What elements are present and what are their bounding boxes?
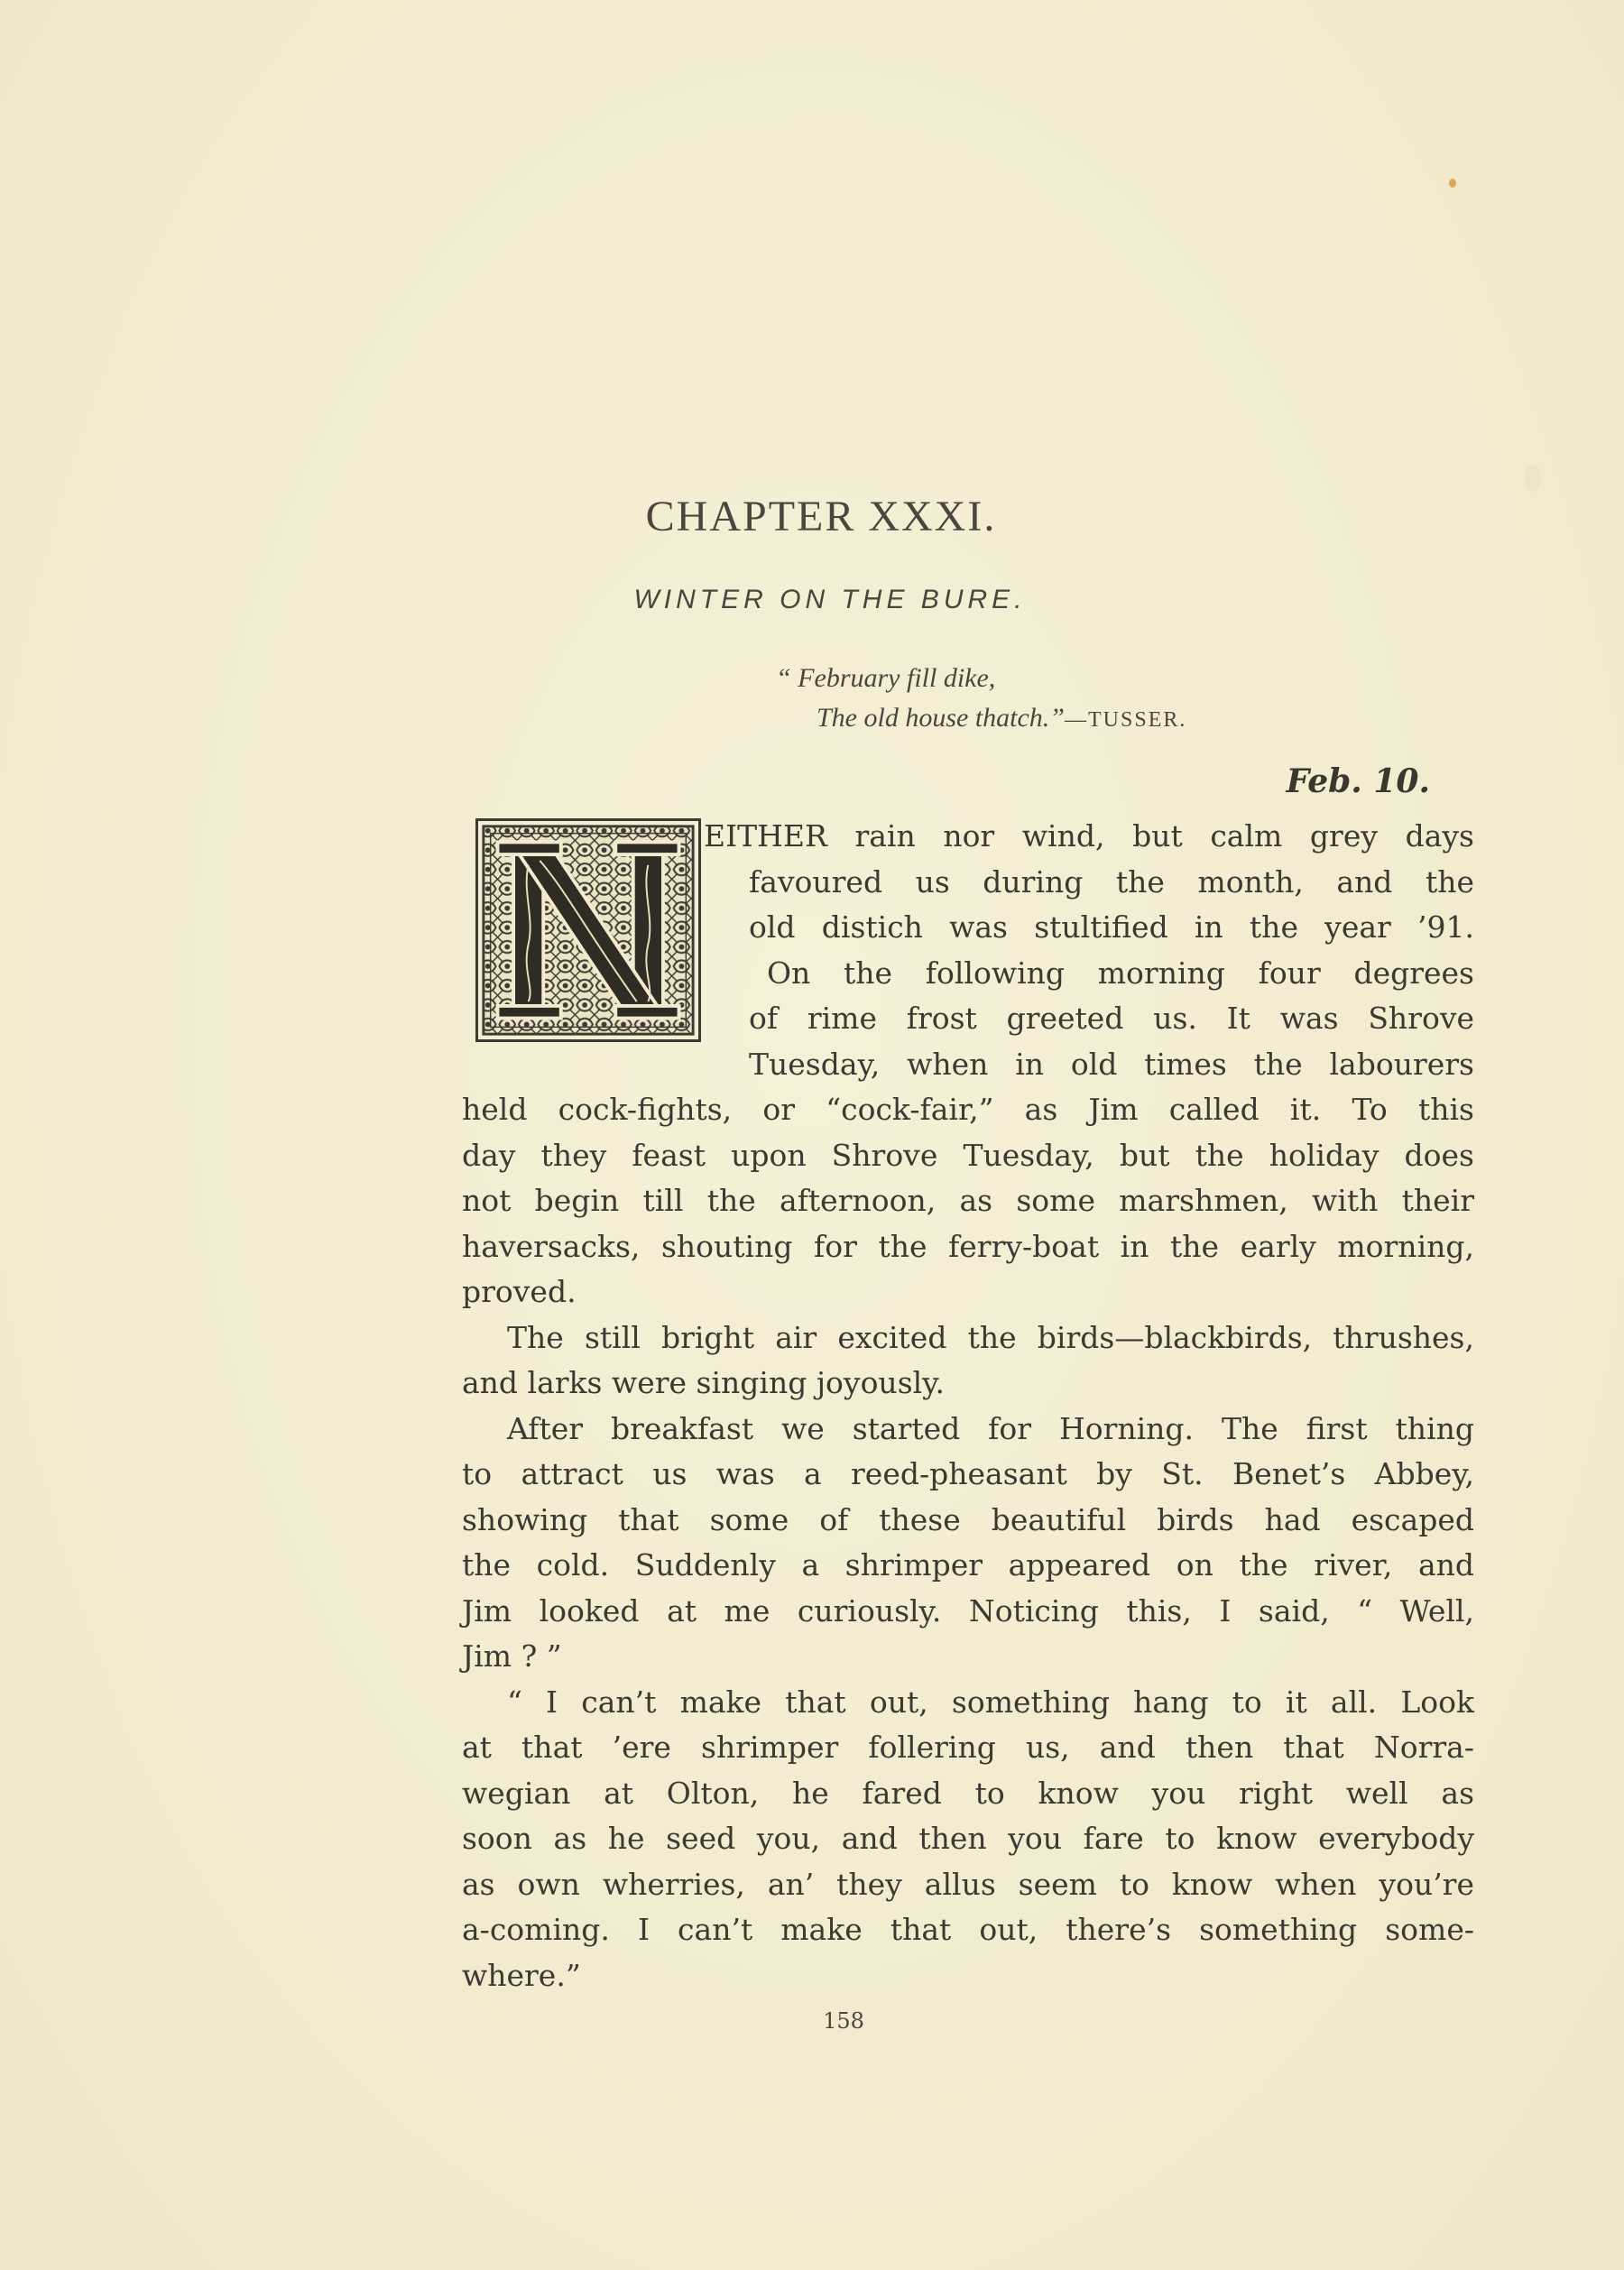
- epigraph-attribution: —TUSSER.: [1065, 708, 1187, 732]
- text-line: proved.: [462, 1274, 577, 1309]
- paper-speck: [1449, 179, 1456, 188]
- text-line: On the following morning four degrees: [767, 955, 1474, 991]
- text-line: a-coming. I can’t make that out, there’s something some-: [462, 1912, 1474, 1947]
- chapter-subtitle: WINTER ON THE BURE.: [633, 585, 1027, 614]
- text-line: Jim looked at me curiously. Noticing this, I said, “ Well,: [462, 1592, 1474, 1629]
- text-line: the cold. Suddenly a shrimper appeared on the river, and: [462, 1547, 1474, 1583]
- text-line: favoured us during the month, and the: [749, 863, 1474, 900]
- text-line: soon as he seed you, and then you fare to know everybody: [462, 1821, 1474, 1856]
- text-line: not begin till the afternoon, as some marshmen, with their: [462, 1183, 1474, 1218]
- dateline: Feb. 10.: [1286, 762, 1430, 800]
- text-line: wegian at Olton, he fared to know you right well as: [462, 1775, 1474, 1811]
- epigraph-line-2-text: The old house thatch.”: [817, 703, 1065, 733]
- epigraph-line-1: “ February fill dike,: [776, 663, 996, 693]
- text-line: as own wherries, an’ they allus seem to know when you’re: [462, 1866, 1474, 1902]
- chapter-title: CHAPTER XXXI.: [645, 493, 997, 540]
- text-line: Jim ? ”: [462, 1638, 562, 1674]
- text-line: After breakfast we started for Horning. The first thing: [507, 1410, 1474, 1446]
- text-line: held cock-fights, or “cock-fair,” as Jim called it. To this: [462, 1092, 1474, 1127]
- body-text: [462, 814, 1474, 1998]
- text-line: EITHER rain nor wind, but calm grey days: [704, 818, 1474, 854]
- text-line: Tuesday, when in old times the labourers: [749, 1046, 1474, 1082]
- text-line: haversacks, shouting for the ferry-boat in the early morning,: [462, 1228, 1474, 1264]
- text-line: The still bright air excited the birds—blackbirds, thrushes,: [507, 1319, 1474, 1355]
- epigraph-line-2: [817, 698, 1186, 740]
- page-number: 158: [823, 2008, 864, 2034]
- text-line: day they feast upon Shrove Tuesday, but the holiday does: [462, 1137, 1474, 1173]
- epigraph: [776, 659, 1186, 740]
- text-line: “ I can’t make that out, something hang to it all. Look: [507, 1684, 1474, 1720]
- text-line: where.”: [462, 1957, 581, 1993]
- paper-stain: [1525, 465, 1541, 492]
- text-line: of rime frost greeted us. It was Shrove: [749, 1001, 1474, 1036]
- text-line: at that ’ere shrimper follering us, and then that Norra-: [462, 1730, 1474, 1765]
- text-line: showing that some of these beautiful birds had escaped: [462, 1501, 1474, 1537]
- text-line: old distich was stultified in the year ’91.: [749, 909, 1474, 945]
- text-line: and larks were singing joyously.: [462, 1365, 945, 1400]
- text-line: to attract us was a reed-pheasant by St. Benet’s Abbey,: [462, 1456, 1474, 1491]
